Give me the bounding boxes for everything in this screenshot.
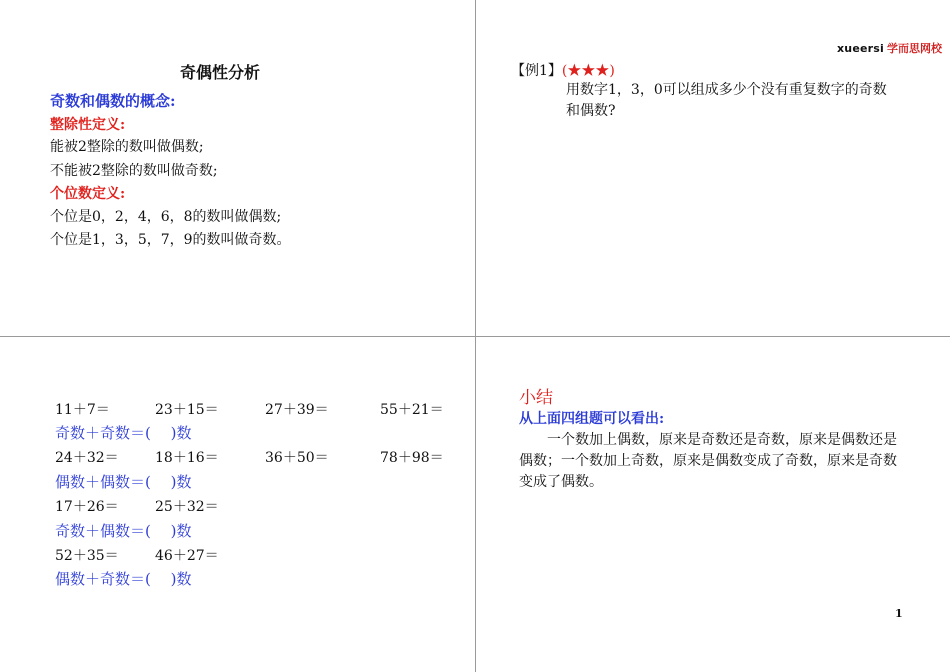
units-even-rule: 个位是0，2，4，6，8的数叫做偶数; [50, 209, 282, 225]
equation: 23＋15＝ [155, 402, 219, 418]
equation-row-4 [55, 545, 455, 565]
logo-text-en: xueersi [837, 42, 884, 55]
even-definition: 能被2整除的数叫做偶数; [50, 139, 204, 155]
equation: 17＋26＝ [55, 499, 119, 515]
summary-body: 一个数加上偶数，原来是奇数还是奇数，原来是偶数还是偶数；一个数加上奇数，原来是偶数变成了奇数，原来是奇数变成了偶数。 [519, 432, 897, 490]
equation: 27＋39＝ [265, 402, 329, 418]
odd-plus-even-label: 奇数＋偶数＝( )数 [55, 522, 192, 540]
equation: 78＋98＝ [380, 450, 444, 466]
summary-title: 小结 [519, 388, 553, 408]
example-header [511, 60, 615, 80]
summary-panel [476, 337, 950, 672]
brand-logo [837, 40, 942, 56]
logo-text-cn: 学而思网校 [887, 42, 942, 55]
even-plus-even-label: 偶数＋偶数＝( )数 [55, 473, 192, 491]
odd-definition: 不能被2整除的数叫做奇数; [50, 163, 218, 179]
equation-row-2 [55, 447, 455, 467]
equation: 24＋32＝ [55, 450, 119, 466]
even-plus-odd-label: 偶数＋奇数＝( )数 [55, 570, 192, 588]
equation: 55＋21＝ [380, 402, 444, 418]
equation: 46＋27＝ [155, 548, 219, 564]
concept-heading: 奇数和偶数的概念: [50, 92, 176, 110]
summary-subtitle: 从上面四组题可以看出: [519, 411, 665, 427]
page-title: 奇偶性分析 [179, 63, 260, 82]
equation: 25＋32＝ [155, 499, 219, 515]
equation: 11＋7＝ [55, 402, 110, 418]
units-odd-rule: 个位是1，3，5，7，9的数叫做奇数。 [50, 232, 291, 248]
example-question: 用数字1，3，0可以组成多少个没有重复数字的奇数和偶数? [566, 82, 887, 119]
units-digit-heading: 个位数定义: [50, 186, 126, 202]
divisibility-heading: 整除性定义: [50, 117, 126, 133]
concept-panel [0, 0, 475, 336]
equation-row-1 [55, 399, 455, 419]
equation: 52＋35＝ [55, 548, 119, 564]
odd-plus-odd-label: 奇数＋奇数＝( )数 [55, 424, 192, 442]
difficulty-stars: (★★★) [561, 63, 615, 79]
example-panel [476, 0, 950, 336]
page-number: 1 [895, 607, 903, 620]
equation: 18＋16＝ [155, 450, 219, 466]
exercise-panel [0, 337, 475, 672]
equation-row-3 [55, 496, 455, 516]
equation: 36＋50＝ [265, 450, 329, 466]
example-label: 【例1】 [511, 63, 562, 79]
